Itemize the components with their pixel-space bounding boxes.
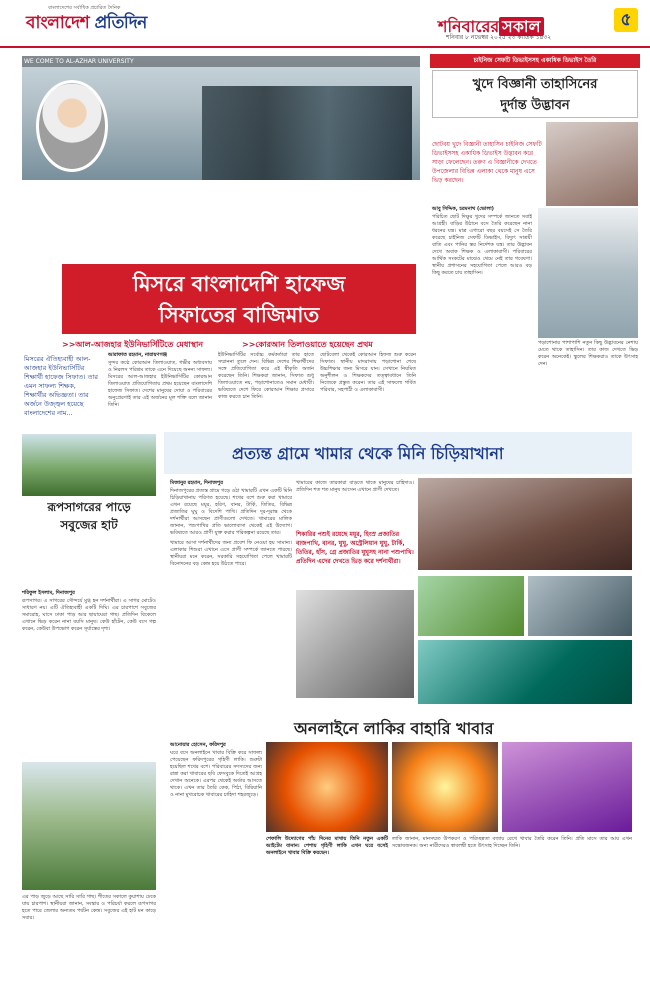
side-story-headline-line1: খুদে বিজ্ঞানী তাহাসিনের: [472, 77, 598, 92]
side-story-byline: আবু সিদ্দিক, চরমনাথ (ভোলা): [432, 206, 494, 212]
side-story-headline-line2: দুর্দান্ত উদ্ভাবন: [500, 98, 570, 113]
rupsagar-title-box: [22, 498, 156, 588]
rupsagar-photo-top: [22, 434, 156, 496]
lakri-body-wrap: [170, 742, 262, 799]
zoo-photo-peafowl: [418, 640, 632, 704]
lead-photo-banner: WE COME TO AL-AZHAR UNIVERSITY: [22, 56, 420, 67]
lakri-headline: অনলাইনে লাকির বাহারি খাবার: [294, 719, 494, 738]
zoo-headline: প্রত্যন্ত গ্রামে খামার থেকে মিনি চিড়িয়াখানা: [232, 444, 504, 463]
rupsagar-body-wrap: [22, 590, 156, 633]
zoo-photo-bird-2: [528, 576, 632, 636]
masthead-tagline: বাংলাদেশের সর্বাধিক প্রচারিত দৈনিক: [48, 5, 121, 11]
side-story-body-wrap: [432, 206, 532, 277]
lead-body-col3: ছোটবেলা থেকেই কোরআন হিফজ শুরু করেন সিফাত। স্থানীয় মাদরাসায় পড়াশোনা শেষে উচ্চশিক্ষার জন্য মিসরে যান। সেখানে নিয়মিত অনুশীলন ও শিক্ষকদের তত্ত্বাবধানে তিনি নিজেকে প্রস্তুত করেন। তার এই সাফল্যে গর্বিত পরিবার, সহপাঠী ও এলাকাবাসী।: [320, 352, 416, 393]
zoo-body: দিনাজপুরের প্রত্যন্ত গ্রামে গড়ে ওঠা খামারটি এখন একটি মিনি চিড়িয়াখানায় পরিণত হয়েছে। শখের বশে শুরু করা খামারে এখন রয়েছে ময়ূর, হরিণ, বানর, টার্কি, তিতির, বিভিন্ন প্রজাতির ঘুঘু ও বিদেশি পাখি। প্রতিদিন দূর-দূরান্ত থেকে দর্শনার্থীরা আসছেন প্রাণীগুলো দেখতে। খামারের মালিক জানান, পশুপাখির প্রতি ভালোবাসা থেকেই এই উদ্যোগ। ভবিষ্যতে আরও প্রাণী যুক্ত করার পরিকল্পনা রয়েছে তার।: [170, 488, 292, 536]
lead-side-blurb: [24, 355, 100, 423]
page-number: ৫: [614, 8, 638, 32]
side-story-photo-1: [546, 122, 638, 206]
side-story-quote: ছোটবয় খুদে বিজ্ঞানী তাহাসিন চাইনিজ সেফটি ডিভাইসসহ একাধিক ডিভাইস উদ্ভাবন করে সাড়া ফেলেছেন। তরুণ এ বিজ্ঞানীকে দেখতে উপজেলার বিভিন্ন এলাকা থেকে মানুষ এসে ভিড় করছেন।: [432, 141, 542, 184]
side-story-strip: চাইনিজ সেফটি ডিভাইসসহ একাধিক ডিভাইস তৈরি: [430, 54, 640, 68]
lakri-photo-dish: [392, 742, 498, 832]
section-logo-accent: সকাল: [499, 17, 543, 36]
lead-byline: আরাফাত রহমান, নারায়ণগঞ্জ: [108, 352, 168, 358]
rupsagar-photo-bottom: [22, 762, 156, 890]
side-story-photo-2: [538, 208, 638, 338]
zoo-photo-bird-1: [418, 576, 524, 636]
side-story-headline: [432, 70, 638, 118]
rupsagar-title-line1: রূপসাগরের পাড়ে: [47, 500, 131, 514]
zoo-body-wrap: [170, 480, 292, 568]
section-logo-text: শনিবারের: [438, 17, 500, 36]
lakri-caption: শেফালি উদ্যোগের পাঁচ দিনের মাথায় তিনি নতুন একটি আইটেম বানান। পেশায় গৃহিণী লাকি এখন ঘরে বসেই অনলাইনে খাবার বিক্রি করছেন।: [266, 836, 388, 856]
lead-body-col1: [108, 352, 212, 409]
rupsagar-body-2: এর পাড় জুড়ে আছে সারি সারি গাছ। শীতের সকালে কুয়াশায় ঢেকে যায় চারপাশ। স্থানীয়রা জানান, সংস্কার ও পরিচর্যা করলে রূপসাগর হতে পারে জেলার অন্যতম পর্যটন কেন্দ্র। সবুজের এই হাট মন কাড়ে সবার।: [22, 894, 156, 921]
rupsagar-title-line2: সবুজের হাট: [60, 518, 118, 532]
lead-headline-line2: সিফাতের বাজিমাত: [158, 302, 320, 327]
lakri-body: ঘরে বসে অনলাইনে খাবার বিক্রি করে সাফল্য পেয়েছেন ফরিদপুরের গৃহিণী লাকি। শুরুটা হয়েছিল শখের বশে। পরিবারের সদস্যদের জন্য রান্না করা খাবারের ছবি ফেসবুকে দিতেই আগ্রহ দেখান অনেকে। এরপর থেকেই অর্ডার আসতে থাকে। এখন তার তৈরি কেক, পিঠা, বিরিয়ানি ও নানা মুখরোচক খাবারের চাহিদা শহরজুড়ে।: [170, 750, 262, 798]
rupsagar-body: রূপসাগর। এ সাগরের সৌন্দর্যে মুগ্ধ হন দর্শনার্থীরা। এ সাগর মোটেও সাধারণ নয়। এটি ঐতিহ্যবাহী একটি দিঘি। এর চারপাশে সবুজের সমারোহ, ঘাসে ঢাকা পাড় আর ছায়াঘেরা গাছ। প্রতিদিন বিকেলে এখানে ভিড় করেন নানা বয়সি মানুষ। কেউ হাঁটেন, কেউ বসে গল্প করেন, কেউবা উপভোগ করেন সূর্যাস্তের দৃশ্য।: [22, 598, 156, 632]
logo-part-a: বাংলাদেশ: [26, 13, 90, 33]
lead-body-1: সুন্দর কণ্ঠে কোরআন তিলাওয়াত, গভীর অধ্যবসায় ও নিরলস পরিশ্রম তাকে এনে দিয়েছে অনন্য সাফল্য। মিসরের আল-আজহার ইউনিভার্সিটির কোরআন তিলাওয়াত প্রতিযোগিতায় প্রথম হয়েছেন বাংলাদেশি হাফেজ সিফাত। দেশের মানুষের দোয়া ও পরিবারের অনুপ্রেরণাই তার এই অর্জনের মূল শক্তি বলে জানান তিনি।: [108, 360, 212, 408]
logo-part-b: প্রতিদিন: [94, 13, 147, 33]
side-story-caption: পড়াশোনার পাশাপাশি নতুন কিছু উদ্ভাবনের নেশায় মেতে থাকে তাহাসিন। তার কাজ দেখতে ভিড় করেন অনেকেই। স্কুলের শিক্ষকরাও তাকে উৎসাহ দেন।: [538, 340, 638, 367]
rupsagar-byline: শরিফুল ইসলাম, দিনাজপুর: [22, 590, 75, 596]
lead-photo: [22, 56, 420, 180]
group-photo: [202, 86, 412, 180]
lakri-body-2: লাকি জানান, মানসম্মত উপকরণ ও পরিচ্ছন্নতা বজায় রেখে খাবার তৈরি করেন তিনি। প্রতি মাসে তার আয় এখন সন্তোষজনক। অন্য নারীদেরও স্বাবলম্বী হতে উৎসাহ দিচ্ছেন তিনি।: [392, 836, 632, 849]
lead-headline: [62, 264, 416, 334]
lead-headline-line1: মিসরে বাংলাদেশি হাফেজ: [132, 271, 346, 296]
lead-kicker-left: >>আল-আজহার ইউনিভার্সিটিতে মেধাস্থান: [62, 340, 204, 349]
side-story-body: পরিচিত ছোট দিক্ষুর খুদের সম্পর্কে জানতে সবাই আগ্রহী। বাড়ির উঠানে বসে তৈরি করেছেন নানা ধরনের যন্ত্র। মাত্র এগারো বছর বয়সেই সে তৈরি করেছে চাইনিজ সেফটি ডিভাইস, বিদ্যুৎ সাশ্রয়ী বাতি এবং পানির স্তর নির্দেশক যন্ত্র। তার উদ্ভাবন দেখে অবাক শিক্ষক ও এলাকাবাসী। পরিবারের আর্থিক সংকটের মাঝেও থেমে নেই তার গবেষণা। স্থানীয় প্রশাসনের সহযোগিতা পেলে আরও বড় কিছু করতে চায় তাহাসিন।: [432, 214, 532, 276]
lead-side-blurb-text: মিসরের ঐতিহ্যবাহী আল-আজহার ইউনিভার্সিটির শিক্ষার্থী হাফেজ সিফাত। তার এমন সাফল্য শিক্ষক, শিক্ষার্থীর অভিজ্ঞতা। তার অর্জনে উজ্জ্বল হয়েছে বাংলাদেশের নাম...: [24, 355, 98, 417]
zoo-body-2: খামারে আসা দর্শনার্থীদের জন্য প্রবেশ ফি নেওয়া হয় সামান্য। এলাকার শিশুরা এখানে এসে প্রাণী সম্পর্কে জানতে পারছে। স্থানীয়রা মনে করেন, সরকারি সহযোগিতা পেলে খামারটি বিনোদনের বড় কেন্দ্র হয়ে উঠতে পারে।: [170, 540, 292, 567]
zoo-caption: শিকারির পশুই রয়েছে ময়ূর, হিংস্র প্রজাতির বাজপাখি, বানর, ঘুঘু, অস্ট্রেলিয়ান ঘুঘু, টার্কি, তিতির, হাঁস, গ্রে প্রজাতির ঘুঘুসহ নানা পশুপাখি। প্রতিদিন এদের দেখতে ভিড় করে দর্শনার্থীরা।: [296, 531, 414, 565]
person-portrait: [36, 80, 108, 172]
lakri-byline: আনোয়ার হোসেন, ফরিদপুর: [170, 742, 226, 748]
lead-body-col2: ইউনিভার্সিটির সর্বোচ্চ কর্মকর্তারা তার হাতে সম্মাননা তুলে দেন। বিভিন্ন দেশের শিক্ষার্থীদের সঙ্গে প্রতিযোগিতা করে এই স্বীকৃতি অর্জন করেছেন তিনি। শিক্ষকরা জানান, সিফাত শুধু তিলাওয়াতে নয়, পড়াশোনাতেও সমান মেধাবী। ভবিষ্যতে দেশে ফিরে কোরআন শিক্ষার প্রসারে কাজ করতে চান তিনি।: [218, 352, 314, 400]
zoo-byline: মিজানুর রহমান, দিনাজপুর: [170, 480, 223, 486]
lead-kicker-right: >>কোরআন তিলাওয়াতে হয়েছেন প্রথম: [242, 340, 373, 349]
zoo-photo-peacock: [418, 478, 632, 570]
newspaper-logo[interactable]: [26, 10, 147, 38]
issue-date: শনিবার ৮ নভেম্বর ২০২৫ ২৩ কার্তিক ১৪৩২: [446, 34, 552, 41]
zoo-photo-monkey: [296, 590, 414, 698]
lakri-photo-cook: [502, 742, 632, 832]
lakri-photo-food: [266, 742, 388, 832]
zoo-top-right-text: খামারের কাজে তারকারা বাড়তে থাকে মানুষের চাহিদাও। প্রতিদিন শত শত মানুষ আসেন এখানে প্রাণী দেখতে।: [296, 480, 414, 493]
